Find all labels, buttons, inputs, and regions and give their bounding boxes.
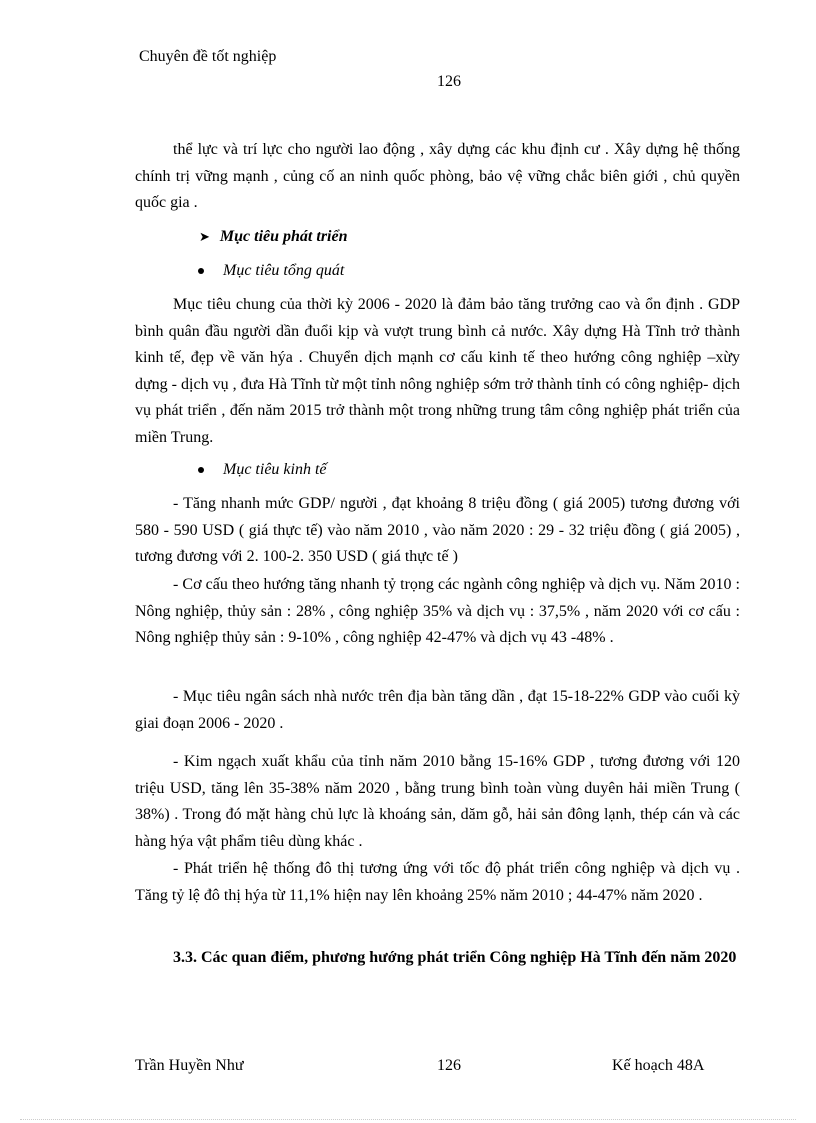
section-heading: 3.3. Các quan điểm, phương hướng phát triển Công nghiệp Hà Tĩnh đến năm 2020: [173, 949, 737, 966]
bullet-dot-icon: [198, 268, 204, 274]
paragraph-3: - Tăng nhanh mức GDP/ người , đạt khoảng 8 triệu đồng ( giá 2005) tương đương với 580 - 590 USD ( giá thực tế) vào năm 2010 , vào năm 2020 : 29 - 32 triệu đồng ( giá 2005) , tương đương với 2. 100-2. 350 USD ( giá thực tế ): [135, 495, 740, 565]
paragraph-2: Mục tiêu chung của thời kỳ 2006 - 2020 là đảm bảo tăng trưởng cao và ổn định . GDP bình quân đầu người dần đuổi kịp và vượt trung bình cả nước. Xây dựng Hà Tĩnh trở thành kinh tế, đẹp về văn hýa . Chuyển dịch mạnh cơ cấu kinh tế theo hướng công nghiệp –xừy dựng - dịch vụ , đưa Hà Tĩnh từ một tỉnh nông nghiệp sớm trở thành tỉnh có công nghiệp- dịch vụ phát triển , đến năm 2015 trở thành một trong những trung tâm công nghiệp phát triển của miền Trung.: [135, 296, 740, 446]
page-bottom-divider: [20, 1119, 796, 1120]
bullet-economic-goals: [200, 457, 327, 483]
footer-class: Kế hoạch 48A: [612, 1057, 705, 1074]
paragraph-7: - Phát triển hệ thống đô thị tương ứng với tốc độ phát triển công nghiệp và dịch vụ . Tăng tỷ lệ đô thị hýa từ 11,1% hiện nay lên khoảng 25% năm 2010 ; 44-47% năm 2020 .: [135, 860, 740, 904]
footer-author: Trần Huyền Như: [135, 1057, 244, 1074]
bullet-text: Mục tiêu tổng quát: [223, 262, 345, 279]
header-page-number: 126: [437, 73, 461, 90]
heading-development-goals: [199, 224, 347, 251]
paragraph-1: thể lực và trí lực cho người lao động , xây dựng các khu định cư . Xây dựng hệ thống chính trị vững mạnh , củng cố an ninh quốc phòng, bảo vệ vững chắc biên giới , chủ quyền quốc gia .: [135, 141, 740, 211]
footer-page-number: 126: [437, 1057, 461, 1074]
paragraph-4: - Cơ cấu theo hướng tăng nhanh tỷ trọng các ngành công nghiệp và dịch vụ. Năm 2010 : Nông nghiệp, thủy sản : 28% , công nghiệp 35% và dịch vụ : 37,5% , năm 2020 với cơ cấu : Nông nghiệp thủy sản : 9-10% , công nghiệp 42-47% và dịch vụ 43 -48% .: [135, 576, 740, 646]
paragraph-6: - Kim ngạch xuất khẩu của tỉnh năm 2010 bằng 15-16% GDP , tương đương với 120 triệu USD, tăng lên 35-38% năm 2020 , bằng trung bình toàn vùng duyên hải miền Trung ( 38%) . Trong đó mặt hàng chủ lực là khoáng sản, dăm gỗ, hải sản đông lạnh, thép cán và các hàng hýa vật phẩm tiêu dùng khác .: [135, 753, 740, 850]
paragraph-5: - Mục tiêu ngân sách nhà nước trên địa bàn tăng dần , đạt 15-18-22% GDP vào cuối kỳ giai đoạn 2006 - 2020 .: [135, 688, 740, 732]
header-title: Chuyên đề tốt nghiệp: [139, 48, 277, 65]
bullet-text: Mục tiêu kinh tế: [223, 461, 327, 478]
bullet-dot-icon: [198, 467, 204, 473]
heading-text: Mục tiêu phát triển: [219, 228, 348, 245]
arrow-bullet-icon: ➤: [199, 230, 210, 245]
bullet-general-goals: [200, 258, 344, 284]
